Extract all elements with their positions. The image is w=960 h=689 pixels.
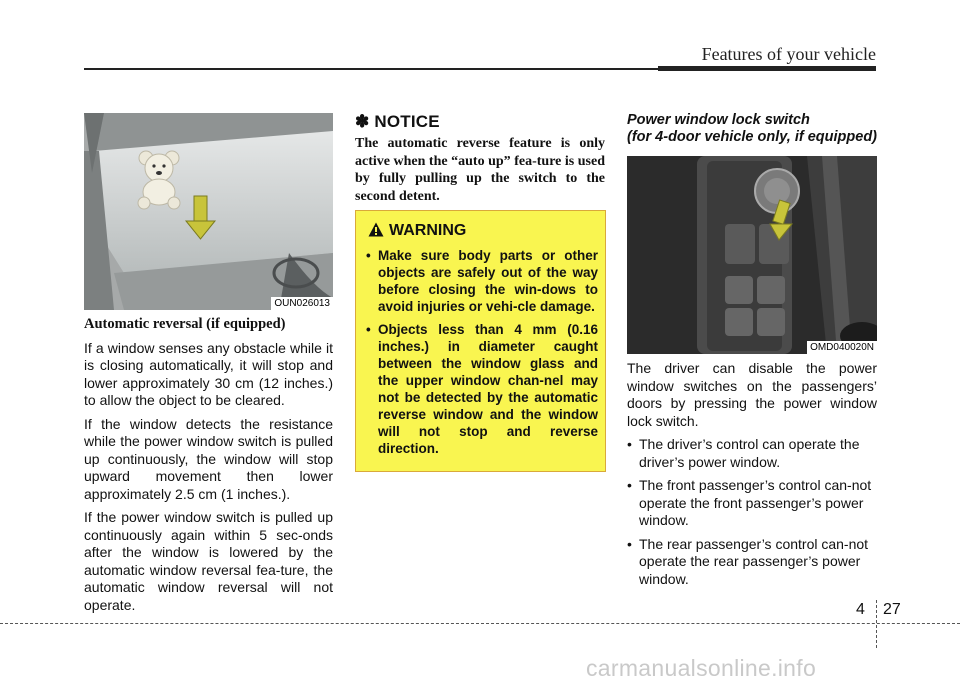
heading-line: Power window lock switch bbox=[627, 112, 810, 128]
warning-heading bbox=[368, 222, 466, 240]
notice-body: The automatic reverse feature is only active when the “auto up” fea-ture is used by fully pulling up the switch to the second detent. bbox=[355, 136, 605, 204]
footer-divider bbox=[876, 600, 877, 648]
chapter-number: 4 bbox=[856, 601, 865, 618]
warning-item: • Make sure body parts or other objects are safely out of the way before closing the win-dows to avoid injuries or vehi-cle damage. bbox=[366, 247, 598, 315]
footer-rule bbox=[0, 623, 960, 624]
notice-block bbox=[355, 112, 605, 205]
figure-code: OUN026013 bbox=[271, 297, 333, 310]
warning-box bbox=[355, 210, 606, 472]
watermark: carmanualsonline.info bbox=[586, 655, 817, 681]
paragraph: If a window senses any obstacle while it is closing automatically, it will stop and lower approximately 30 cm (12 inches.) to allow the object to be cleared. bbox=[84, 339, 333, 408]
automatic-reversal-illustration bbox=[84, 113, 333, 310]
paragraph: If the power window switch is pulled up continuously again within 5 sec-onds after the window is lowered by the automatic window reversal fea-ture, the automatic window reversal will not operate. bbox=[84, 509, 333, 613]
car-window-image bbox=[84, 113, 333, 310]
notice-heading bbox=[355, 112, 605, 132]
warning-title: WARNING bbox=[389, 222, 467, 239]
section-subheading: Automatic reversal (if equipped) bbox=[84, 316, 286, 332]
power-window-lock-section bbox=[627, 360, 877, 594]
list-item: • The rear passenger’s control can-not operate the rear passenger’s power window. bbox=[627, 536, 877, 589]
warning-list bbox=[366, 247, 598, 463]
page-header-title: Features of your vehicle bbox=[701, 44, 876, 64]
paragraph: The driver can disable the power window switches on the passengers’ doors by pressing the power window lock switch. bbox=[627, 360, 877, 429]
figure-code: OMD040020N bbox=[807, 341, 877, 354]
power-window-lock-heading bbox=[627, 112, 887, 146]
power-window-switch-illustration bbox=[627, 156, 877, 354]
heading-line: (for 4-door vehicle only, if equipped) bbox=[627, 129, 878, 145]
warning-item: • Objects less than 4 mm (0.16 inches.) in diameter caught between the window glass and the upper window chan-nel may not be detected by the automatic reverse window and the window will not stop and reverse direction. bbox=[366, 321, 598, 457]
page-number: 27 bbox=[883, 601, 901, 618]
header-rule-accent bbox=[658, 66, 876, 71]
list-item: • The front passenger’s control can-not operate the front passenger’s power window. bbox=[627, 477, 877, 530]
warning-triangle-icon bbox=[368, 222, 384, 237]
automatic-reversal-section bbox=[84, 316, 333, 620]
paragraph: If the window detects the resistance while the power window switch is pulled up continuously, the window will stop upward movement then lower approximately 2.5 cm (1 inches.). bbox=[84, 415, 333, 502]
notice-title: NOTICE bbox=[374, 112, 440, 131]
list-item: • The driver’s control can operate the driver’s power window. bbox=[627, 436, 877, 471]
door-switch-panel-image bbox=[627, 156, 877, 354]
header-rule bbox=[84, 68, 660, 70]
notice-symbol-icon: ✽ bbox=[355, 112, 370, 131]
